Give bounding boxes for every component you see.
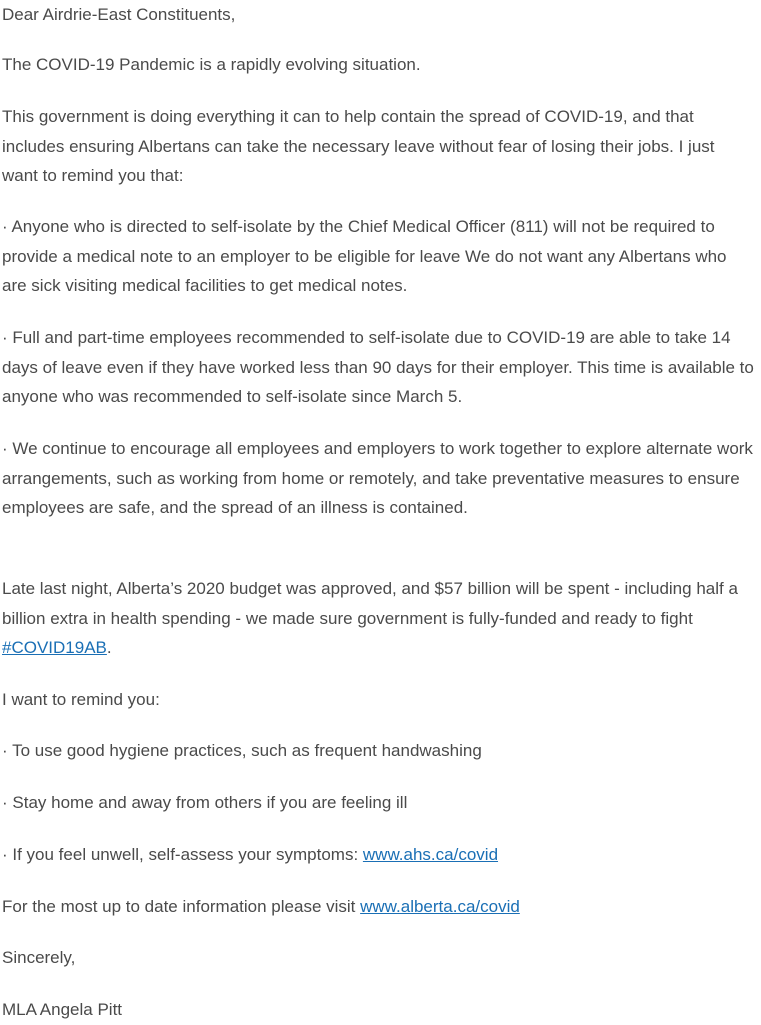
remind-heading: I want to remind you:: [2, 690, 160, 709]
reminder-hygiene: · To use good hygiene practices, such as frequent handwashing: [2, 741, 482, 760]
bullet-self-isolate: · Anyone who is directed to self-isolate by the Chief Medical Officer (811) will not be required to provide a medical note to an employer to be eligible for leave We do not want any Albertans who are sick visiting medical facilities to get medical notes.: [2, 217, 727, 295]
reminder-self-assess: [2, 840, 754, 870]
budget-end: .: [106, 638, 112, 657]
ahs-link[interactable]: www.ahs.ca/covid: [362, 845, 499, 864]
budget-text: Late last night, Alberta’s 2020 budget was approved, and $57 billion will be spent - including half a billion extra in health spending - we made sure government is fully-funded and ready to fight: [2, 579, 738, 628]
reminder-stay-home: · Stay home and away from others if you are feeling ill: [2, 793, 408, 812]
budget-paragraph: [2, 574, 754, 663]
info-text: For the most up to date information please visit: [2, 897, 361, 916]
intro-paragraph: The COVID-19 Pandemic is a rapidly evolving situation.: [2, 55, 421, 74]
government-paragraph: This government is doing everything it can to help contain the spread of COVID-19, and that includes ensuring Albertans can take the necessary leave without fear of losing their jobs. I just want to remind you that:: [2, 107, 715, 185]
salutation: Dear Airdrie-East Constituents,: [2, 5, 236, 24]
bullet-work-arrangements: · We continue to encourage all employees and employers to work together to explore alternate work arrangements, such as working from home or remotely, and take preventative measures to ensure employees are safe, and the spread of an illness is contained.: [2, 439, 753, 517]
closing: Sincerely,: [2, 948, 76, 967]
signature: MLA Angela Pitt: [2, 1000, 123, 1019]
alberta-link[interactable]: www.alberta.ca/covid: [360, 897, 520, 916]
hashtag-link[interactable]: #COVID19AB: [2, 638, 107, 657]
bullet-leave: · Full and part-time employees recommended to self-isolate due to COVID-19 are able to take 14 days of leave even if they have worked less than 90 days for their employer. This time is available to anyone who was recommended to self-isolate since March 5.: [2, 328, 754, 406]
info-paragraph: [2, 892, 754, 922]
self-assess-text: · If you feel unwell, self-assess your symptoms:: [2, 845, 363, 864]
